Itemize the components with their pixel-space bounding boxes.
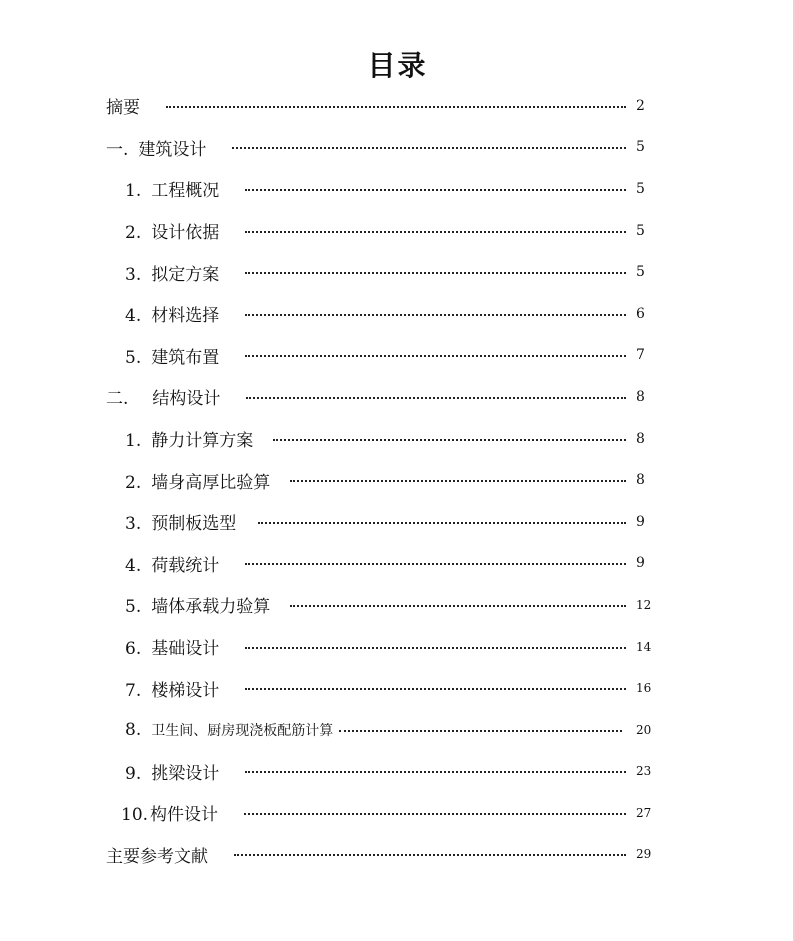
- toc-entry-label: 二. 结构设计: [106, 389, 221, 410]
- toc-page-number: 20: [636, 722, 652, 737]
- toc-entry-material-selection[interactable]: [0, 293, 660, 335]
- toc-page-number: 9: [636, 555, 645, 572]
- toc-page-number: 23: [636, 764, 652, 779]
- toc-entry-number: 5.: [125, 347, 142, 368]
- toc-entry-design-basis[interactable]: [0, 210, 660, 252]
- toc-entry-load-statistics[interactable]: [0, 543, 660, 585]
- toc-page-number: 7: [636, 347, 645, 364]
- toc-page-number: 14: [636, 639, 652, 654]
- toc-entry-label: 9. 挑梁设计: [125, 763, 220, 784]
- dot-leader: [245, 771, 626, 773]
- toc-entry-stair-design[interactable]: [0, 667, 660, 709]
- dot-leader: [244, 813, 626, 815]
- toc-page-number: 8: [636, 430, 645, 447]
- dot-leader: [258, 522, 626, 524]
- toc-entry-label: 3. 预制板选型: [125, 514, 237, 535]
- toc-page-number: 9: [636, 513, 645, 530]
- toc-entry-references[interactable]: [0, 834, 660, 876]
- toc-entry-number: 9.: [125, 763, 142, 784]
- toc-entry-wall-height-thickness[interactable]: [0, 459, 660, 501]
- toc-page-number: 27: [636, 805, 652, 820]
- toc-entry-label: 一. 建筑设计: [106, 139, 207, 160]
- toc-entry-abstract[interactable]: [0, 85, 660, 127]
- toc-entry-wall-bearing-capacity[interactable]: [0, 584, 660, 626]
- toc-entry-structural-design[interactable]: [0, 376, 660, 418]
- toc-page-number: 8: [636, 472, 645, 489]
- toc-page-number: 29: [636, 847, 652, 862]
- table-of-contents: [0, 85, 795, 875]
- toc-entry-label: 4. 荷载统计: [125, 555, 220, 576]
- toc-entry-label: 摘要: [106, 98, 140, 119]
- toc-entry-architectural-design[interactable]: [0, 127, 660, 169]
- toc-page-number: 5: [636, 264, 645, 281]
- toc-entry-label: 2. 设计依据: [125, 223, 220, 244]
- toc-entry-project-overview[interactable]: [0, 168, 660, 210]
- page-title: 目录: [367, 49, 428, 82]
- toc-entry-label: 1. 静力计算方案: [125, 431, 254, 452]
- dot-leader: [290, 605, 626, 607]
- dot-leader: [232, 147, 626, 149]
- dot-leader: [234, 854, 626, 856]
- toc-entry-number: 3.: [125, 514, 142, 535]
- toc-entry-label: 3. 拟定方案: [125, 264, 220, 285]
- toc-entry-label: 8. 卫生间、厨房现浇板配筋计算: [125, 719, 334, 740]
- dot-leader: [245, 189, 626, 191]
- dot-leader: [245, 688, 626, 690]
- toc-entry-component-design[interactable]: [0, 792, 660, 834]
- dot-leader: [273, 439, 626, 441]
- toc-entry-number: 1.: [125, 431, 142, 452]
- toc-entry-number: 10.: [121, 805, 149, 826]
- toc-page-number: 12: [636, 597, 652, 612]
- toc-entry-cantilever-beam[interactable]: [0, 751, 660, 793]
- toc-entry-label: 7. 楼梯设计: [125, 680, 220, 701]
- toc-entry-number: 一.: [106, 139, 129, 160]
- dot-leader: [245, 563, 626, 565]
- toc-entry-bathroom-kitchen-slab[interactable]: [0, 709, 660, 751]
- toc-entry-precast-slab[interactable]: [0, 501, 660, 543]
- dot-leader: [166, 106, 626, 108]
- toc-entry-label: 2. 墙身高厚比验算: [125, 472, 271, 493]
- toc-entry-number: 7.: [125, 680, 142, 701]
- toc-page-number: 6: [636, 305, 645, 322]
- toc-entry-number: 3.: [125, 264, 142, 285]
- toc-entry-foundation-design[interactable]: [0, 626, 660, 668]
- toc-entry-label: 主要参考文献: [106, 846, 208, 867]
- dot-leader: [245, 272, 626, 274]
- toc-entry-number: 2.: [125, 472, 142, 493]
- toc-entry-number: 2.: [125, 223, 142, 244]
- toc-entry-proposed-scheme[interactable]: [0, 251, 660, 293]
- toc-entry-label: 6. 基础设计: [125, 639, 220, 660]
- toc-page-number: 5: [636, 180, 645, 197]
- toc-entry-number: 4.: [125, 306, 142, 327]
- dot-leader: [245, 231, 626, 233]
- toc-entry-number: 6.: [125, 639, 142, 660]
- dot-leader: [245, 314, 626, 316]
- toc-page-number: 2: [636, 97, 645, 114]
- toc-entry-number: 1.: [125, 181, 142, 202]
- dot-leader: [245, 355, 626, 357]
- toc-page-number: 8: [636, 388, 645, 405]
- dot-leader: [339, 730, 622, 732]
- toc-entry-number: 二.: [106, 389, 129, 410]
- toc-entry-number: 4.: [125, 555, 142, 576]
- toc-entry-label: 10. 构件设计: [121, 805, 219, 826]
- toc-entry-label: 4. 材料选择: [125, 306, 220, 327]
- toc-entry-number: 8.: [125, 719, 142, 740]
- toc-page-number: 5: [636, 139, 645, 156]
- toc-entry-label: 5. 墙体承载力验算: [125, 597, 271, 618]
- dot-leader: [290, 480, 626, 482]
- toc-page-number: 16: [636, 681, 652, 696]
- toc-page-number: 5: [636, 222, 645, 239]
- toc-entry-number: 5.: [125, 597, 142, 618]
- toc-entry-label: 5. 建筑布置: [125, 347, 220, 368]
- toc-entry-building-layout[interactable]: [0, 335, 660, 377]
- toc-entry-static-calculation[interactable]: [0, 418, 660, 460]
- toc-entry-label: 1. 工程概况: [125, 181, 220, 202]
- dot-leader: [246, 397, 626, 399]
- dot-leader: [245, 647, 626, 649]
